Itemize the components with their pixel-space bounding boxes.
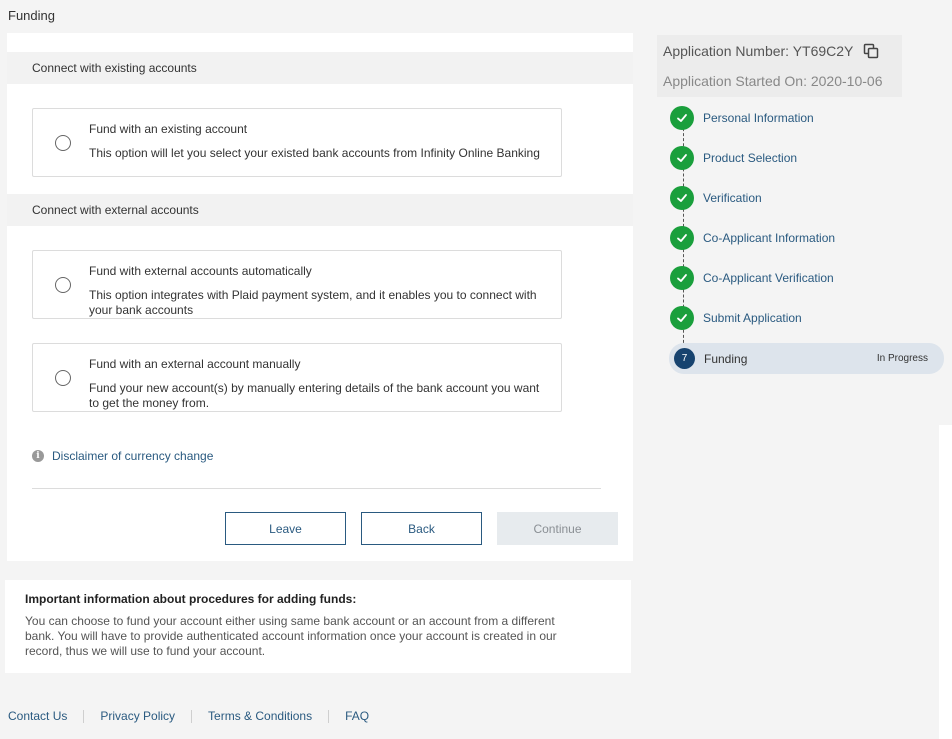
- disclaimer-link[interactable]: [32, 449, 213, 463]
- important-info-card: [5, 580, 631, 673]
- external-accounts-header: Connect with external accounts: [7, 194, 633, 226]
- option-title: Fund with an existing account: [89, 122, 248, 136]
- application-info: [657, 35, 902, 97]
- radio-existing-account[interactable]: [55, 135, 71, 151]
- step-submit-application[interactable]: [670, 306, 802, 330]
- option-external-manual[interactable]: [32, 343, 562, 412]
- info-icon: i: [32, 450, 44, 462]
- radio-external-manual[interactable]: [55, 370, 71, 386]
- option-desc: Fund your new account(s) by manually entering details of the bank account you want to get the money from.: [89, 381, 540, 410]
- footer: [8, 709, 369, 723]
- application-started: Application Started On: 2020-10-06: [663, 73, 883, 89]
- funding-card: [7, 33, 633, 561]
- check-icon: [670, 106, 694, 130]
- application-number: [663, 43, 879, 59]
- leave-button[interactable]: Leave: [225, 512, 346, 545]
- step-label: Personal Information: [703, 111, 814, 125]
- application-number-text: Application Number: YT69C2Y: [663, 43, 854, 59]
- option-external-automatic[interactable]: [32, 250, 562, 319]
- back-button[interactable]: Back: [361, 512, 482, 545]
- footer-link-contact[interactable]: Contact Us: [8, 709, 68, 723]
- footer-link-terms[interactable]: Terms & Conditions: [208, 709, 313, 723]
- footer-separator: [191, 710, 192, 723]
- step-co-applicant-information[interactable]: [670, 226, 835, 250]
- step-co-applicant-verification[interactable]: [670, 266, 834, 290]
- page-title: Funding: [8, 8, 55, 23]
- disclaimer-label: Disclaimer of currency change: [52, 449, 214, 463]
- option-desc: This option integrates with Plaid payment system, and it enables you to connect with your bank accounts: [89, 288, 537, 317]
- step-label: Co-Applicant Verification: [703, 271, 834, 285]
- step-label: Product Selection: [703, 151, 798, 165]
- check-icon: [670, 266, 694, 290]
- option-existing-account[interactable]: [32, 108, 562, 177]
- option-desc: This option will let you select your existed bank accounts from Infinity Online Banking: [89, 146, 540, 160]
- status-badge: In Progress: [876, 353, 928, 364]
- existing-accounts-header: Connect with existing accounts: [7, 52, 633, 84]
- step-number: 7: [674, 348, 695, 369]
- radio-external-automatic[interactable]: [55, 277, 71, 293]
- footer-link-privacy[interactable]: Privacy Policy: [100, 709, 176, 723]
- copy-icon[interactable]: [863, 43, 879, 59]
- check-icon: [670, 146, 694, 170]
- option-title: Fund with external accounts automatically: [89, 264, 312, 278]
- option-title: Fund with an external account manually: [89, 357, 301, 371]
- step-label: Funding: [704, 352, 748, 366]
- step-label: Verification: [703, 191, 762, 205]
- footer-separator: [328, 710, 329, 723]
- step-label: Co-Applicant Information: [703, 231, 836, 245]
- step-product-selection[interactable]: [670, 146, 797, 170]
- footer-link-faq[interactable]: FAQ: [345, 709, 370, 723]
- info-body: You can choose to fund your account either using same bank account or an account from a different bank. You will have to provide authenticated account information once your account is created in our record, thus we will use to fund your account.: [25, 614, 557, 658]
- info-title: Important information about procedures for adding funds:: [25, 592, 357, 606]
- check-icon: [670, 306, 694, 330]
- step-funding-current[interactable]: [669, 343, 944, 374]
- continue-button[interactable]: Continue: [497, 512, 618, 545]
- step-label: Submit Application: [703, 311, 802, 325]
- check-icon: [670, 226, 694, 250]
- scrollbar-track: [939, 425, 952, 739]
- divider: [32, 488, 601, 489]
- step-personal-information[interactable]: [670, 106, 814, 130]
- check-icon: [670, 186, 694, 210]
- footer-separator: [83, 710, 84, 723]
- step-verification[interactable]: [670, 186, 762, 210]
